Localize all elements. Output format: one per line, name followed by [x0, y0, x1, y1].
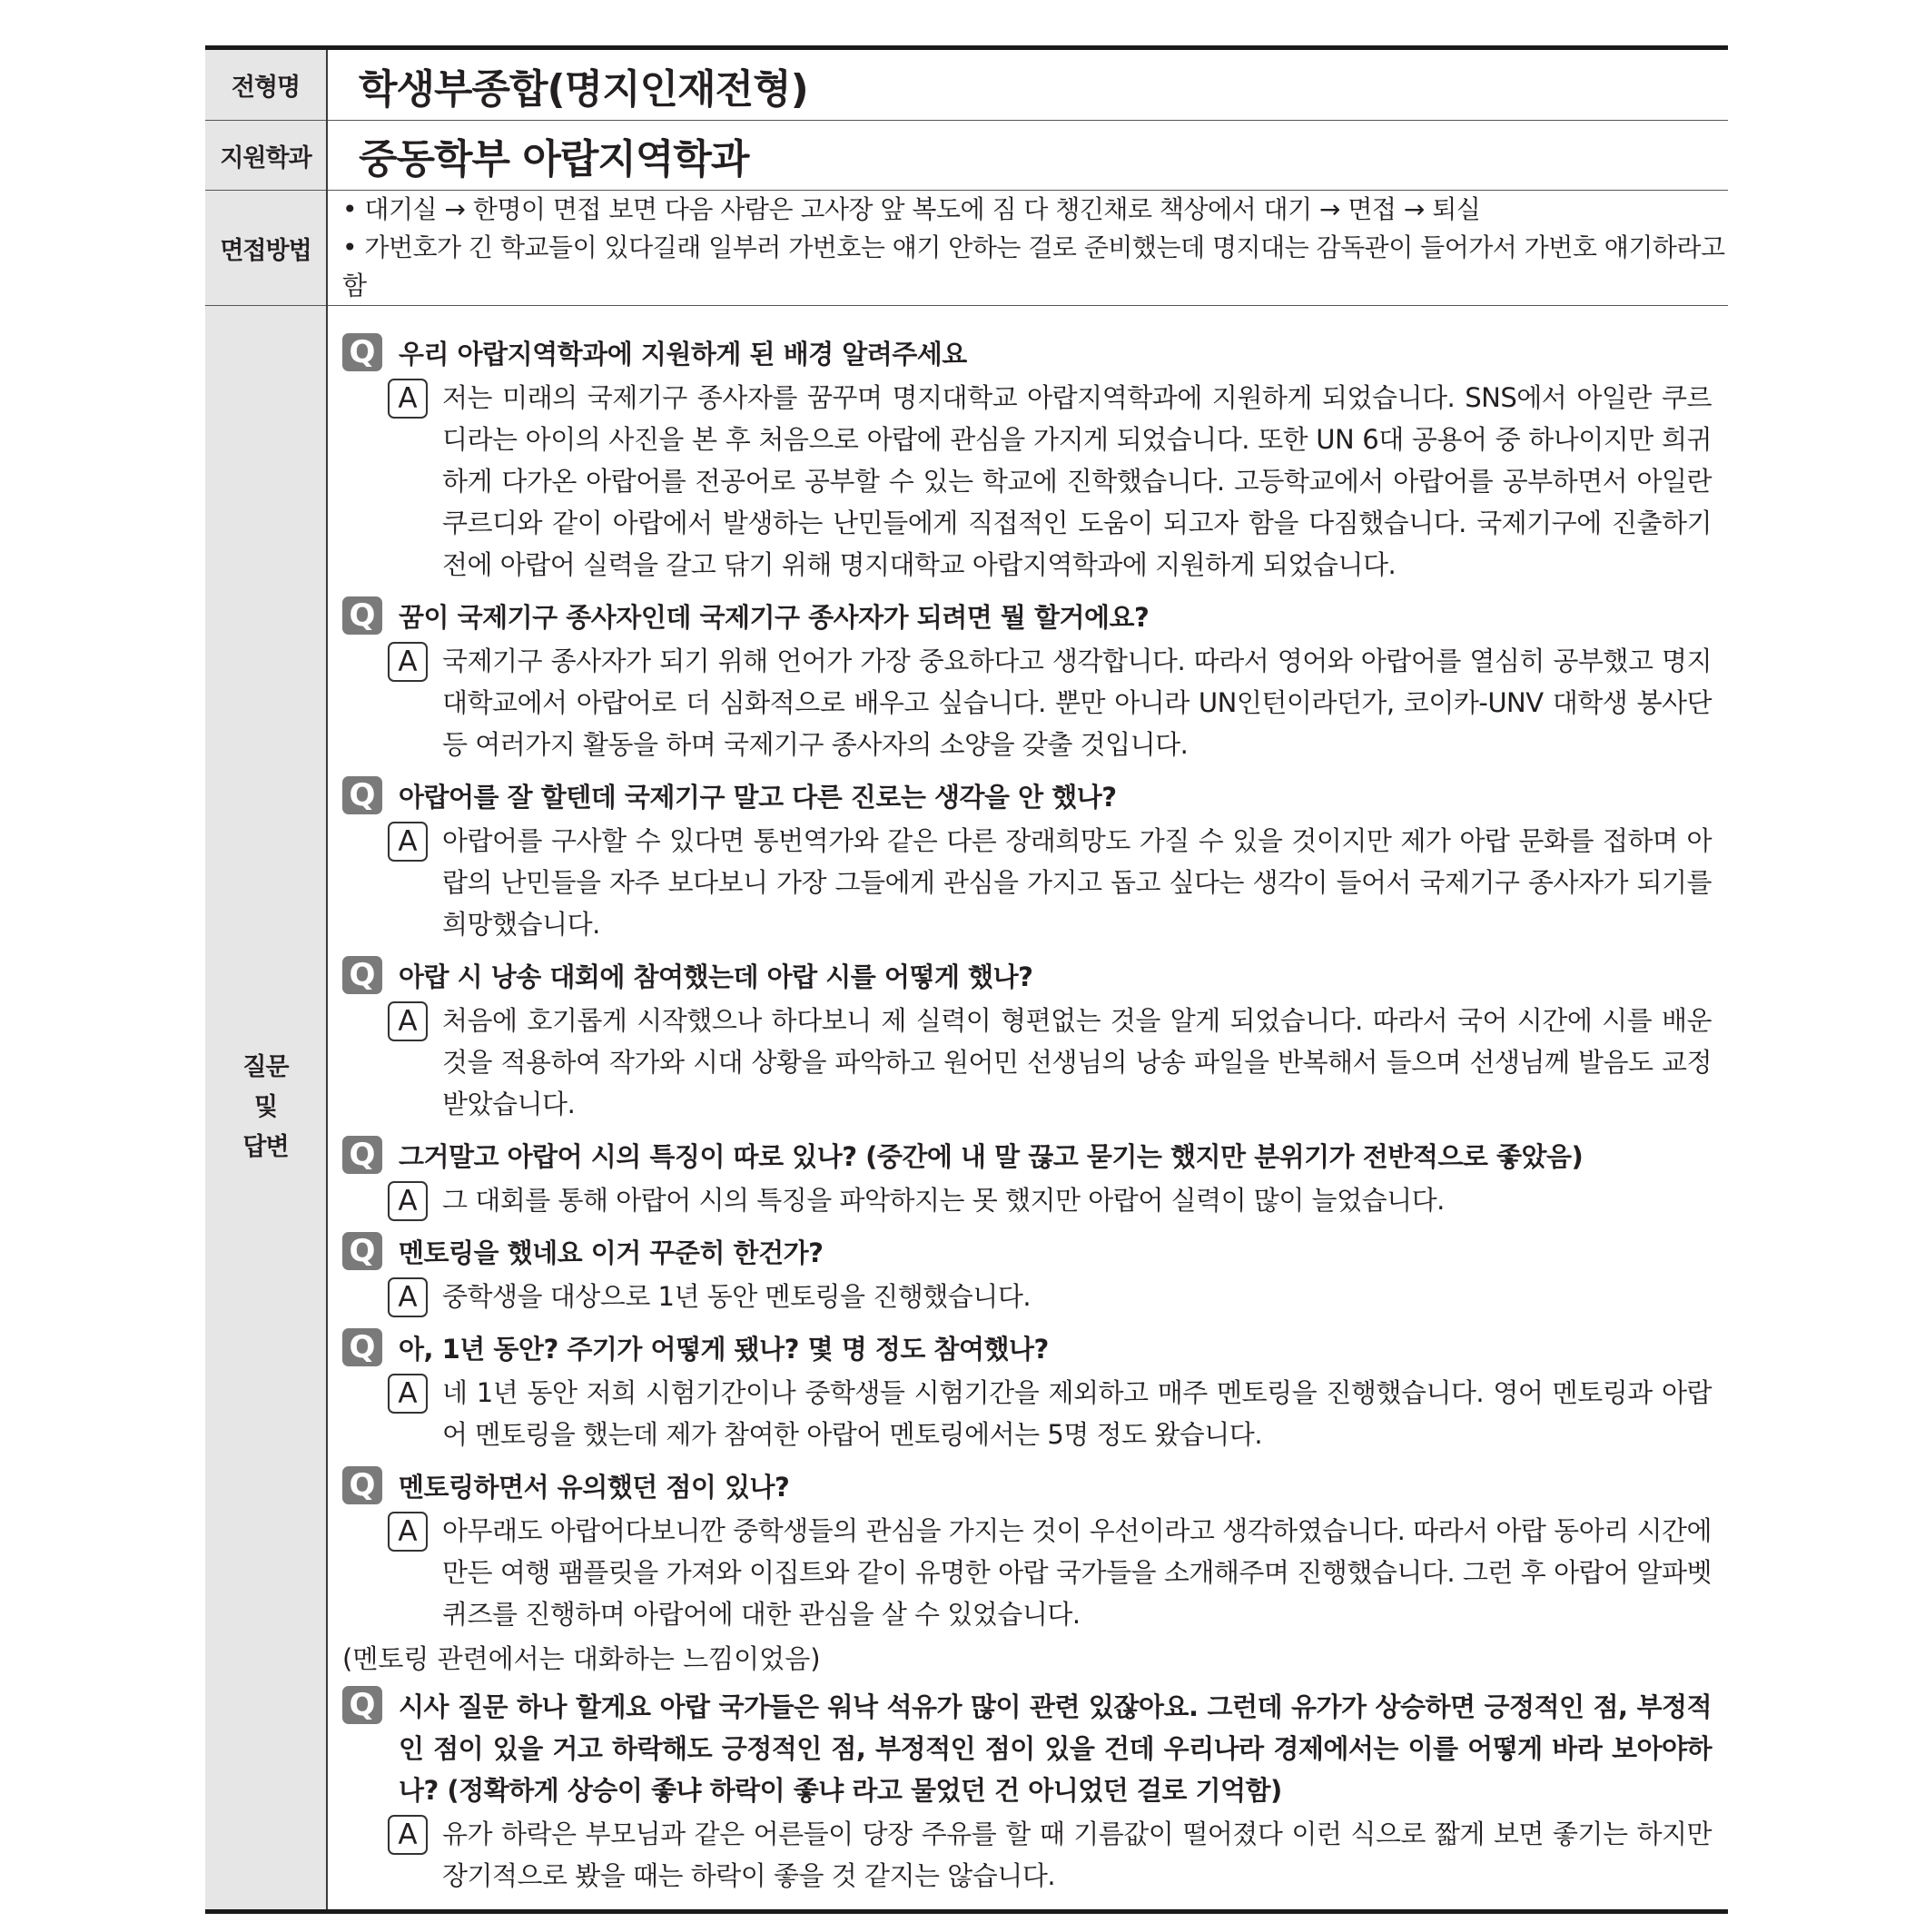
question-badge: Q — [342, 1686, 382, 1724]
method-content — [327, 191, 1728, 306]
question-item — [342, 1686, 1712, 1811]
answer-text: 그 대회를 통해 아랍어 시의 특징을 파악하지는 못 했지만 아랍어 실력이 많이 늘었습니다. — [442, 1185, 1445, 1216]
question-item — [342, 1136, 1712, 1178]
answer-badge: A — [388, 1181, 428, 1221]
qa-row — [205, 306, 1728, 1912]
question-text: 그거말고 아랍어 시의 특징이 따로 있나? (중간에 내 말 끊고 묻기는 했지만 분위기가 전반적으로 좋았음) — [399, 1141, 1584, 1172]
question-badge: Q — [342, 1466, 382, 1504]
answer-item — [388, 820, 1712, 949]
department-label: 지원학과 — [205, 121, 327, 191]
qa-label-line: 답변 — [242, 1133, 289, 1161]
answer-text: 중학생을 대상으로 1년 동안 멘토링을 진행했습니다. — [442, 1281, 1032, 1312]
answer-badge: A — [388, 379, 428, 419]
qa-label-line: 질문 — [242, 1053, 289, 1081]
answer-item — [388, 640, 1712, 769]
answer-item — [388, 1000, 1712, 1129]
answer-text: 아무래도 아랍어다보니깐 중학생들의 관심을 가지는 것이 우선이라고 생각하였습니다. 따라서 아랍 동아리 시간에 만든 여행 팸플릿을 가져와 이집트와 같이 유명한 아랍 국가들을 소개해주며 진행했습니다. 그런 후 아랍어 알파벳 퀴즈를 진행하며 아랍어에 대한 관심을 살 수 있었습니다. — [442, 1515, 1712, 1630]
answer-item — [388, 1276, 1712, 1321]
question-text: 멘토링하면서 유의했던 점이 있나? — [399, 1472, 790, 1503]
answer-badge: A — [388, 822, 428, 862]
answer-badge: A — [388, 1512, 428, 1552]
interview-note: (멘토링 관련에서는 대화하는 느낌이었음) — [342, 1643, 821, 1674]
answer-item — [388, 1813, 1712, 1900]
department-name: 중동학부 아랍지역학과 — [327, 121, 1728, 191]
program-label: 전형명 — [205, 48, 327, 121]
answer-text: 네 1년 동안 저희 시험기간이나 중학생들 시험기간을 제외하고 매주 멘토링을 진행했습니다. 영어 멘토링과 아랍어 멘토링을 했는데 제가 참여한 아랍어 멘토링에서는 5명 정도 왔습니다. — [442, 1377, 1712, 1450]
question-item — [342, 1466, 1712, 1508]
qa-content — [327, 306, 1728, 1912]
question-badge: Q — [342, 333, 382, 371]
program-name: 학생부종합(명지인재전형) — [327, 48, 1728, 121]
interview-sheet — [205, 45, 1728, 1914]
answer-text: 국제기구 종사자가 되기 위해 언어가 가장 중요하다고 생각합니다. 따라서 영어와 아랍어를 열심히 공부했고 명지대학교에서 아랍어로 더 심화적으로 배우고 싶습니다. 뿐만 아니라 UN인턴이라던가, 코이카-UNV 대학생 봉사단 등 여러가지 활동을 하며 국제기구 종사자의 소양을 갖출 것입니다. — [442, 646, 1712, 760]
question-badge: Q — [342, 1328, 382, 1366]
question-item — [342, 776, 1712, 818]
question-text: 아랍어를 잘 할텐데 국제기구 말고 다른 진로는 생각을 안 했나? — [399, 782, 1117, 813]
question-badge: Q — [342, 1136, 382, 1174]
method-line: • 대기실 → 한명이 면접 보면 다음 사람은 고사장 앞 복도에 짐 다 챙긴채로 책상에서 대기 → 면접 → 퇴실 — [342, 194, 1481, 224]
question-text: 아, 1년 동안? 주기가 어떻게 됐나? 몇 명 정도 참여했나? — [399, 1334, 1049, 1365]
answer-item — [388, 1510, 1712, 1639]
answer-item — [388, 1179, 1712, 1225]
answer-badge: A — [388, 1815, 428, 1855]
qa-label — [205, 306, 327, 1912]
answer-item — [388, 1372, 1712, 1459]
question-badge: Q — [342, 776, 382, 814]
question-badge: Q — [342, 596, 382, 635]
interview-table — [205, 45, 1728, 1914]
answer-text: 아랍어를 구사할 수 있다면 통번역가와 같은 다른 장래희망도 가질 수 있을 것이지만 제가 아랍 문화를 접하며 아랍의 난민들을 자주 보다보니 가장 그들에게 관심을 가지고 돕고 싶다는 생각이 들어서 국제기구 종사자가 되기를 희망했습니다. — [442, 825, 1712, 940]
question-item — [342, 1232, 1712, 1274]
question-text: 꿈이 국제기구 종사자인데 국제기구 종사자가 되려면 뭘 할거에요? — [399, 602, 1150, 633]
qa-label-line: 및 — [253, 1093, 278, 1121]
department-row — [205, 121, 1728, 191]
answer-text: 유가 하락은 부모님과 같은 어른들이 당장 주유를 할 때 기름값이 떨어졌다 이런 식으로 짧게 보면 좋기는 하지만 장기적으로 봤을 때는 하락이 좋을 것 같지는 않습니다. — [442, 1819, 1712, 1891]
program-row — [205, 48, 1728, 121]
method-line: • 가번호가 긴 학교들이 있다길래 일부러 가번호는 얘기 안하는 걸로 준비했는데 명지대는 감독관이 들어가서 가번호 얘기하라고 함 — [342, 232, 1725, 301]
method-label: 면접방법 — [205, 191, 327, 306]
answer-text: 저는 미래의 국제기구 종사자를 꿈꾸며 명지대학교 아랍지역학과에 지원하게 되었습니다. SNS에서 아일란 쿠르디라는 아이의 사진을 본 후 처음으로 아랍에 관심을 가지게 되었습니다. 또한 UN 6대 공용어 중 하나이지만 희귀하게 다가온 아랍어를 전공어로 공부할 수 있는 학교에 진학했습니다. 고등학교에서 아랍어를 공부하면서 아일란 쿠르디와 같이 아랍에서 발생하는 난민들에게 직접적인 도움이 되고자 함을 다짐했습니다. 국제기구에 진출하기 전에 아랍어 실력을 갈고 닦기 위해 명지대학교 아랍지역학과에 지원하게 되었습니다. — [442, 382, 1712, 580]
question-item — [342, 956, 1712, 998]
question-badge: Q — [342, 1232, 382, 1270]
answer-badge: A — [388, 642, 428, 682]
question-text: 아랍 시 낭송 대회에 참여했는데 아랍 시를 어떻게 했나? — [399, 961, 1033, 992]
question-text: 우리 아랍지역학과에 지원하게 된 배경 알려주세요 — [399, 339, 967, 370]
answer-badge: A — [388, 1277, 428, 1317]
question-item — [342, 596, 1712, 638]
question-item — [342, 1328, 1712, 1370]
question-badge: Q — [342, 956, 382, 994]
answer-badge: A — [388, 1001, 428, 1041]
answer-item — [388, 377, 1712, 589]
question-text: 시사 질문 하나 할게요 아랍 국가들은 워낙 석유가 많이 관련 있잖아요. 그런데 유가가 상승하면 긍정적인 점, 부정적인 점이 있을 거고 하락해도 긍정적인 점, 부정적인 점이 있을 건데 우리나라 경제에서는 이를 어떻게 바라 보아야하나? (정확하게 상승이 좋냐 하락이 좋냐 라고 물었던 건 아니었던 걸로 기억함) — [399, 1691, 1712, 1806]
answer-text: 처음에 호기롭게 시작했으나 하다보니 제 실력이 형편없는 것을 알게 되었습니다. 따라서 국어 시간에 시를 배운 것을 적용하여 작가와 시대 상황을 파악하고 원어민 선생님의 낭송 파일을 반복해서 들으며 선생님께 발음도 교정 받았습니다. — [442, 1005, 1712, 1119]
question-item — [342, 333, 1712, 375]
question-text: 멘토링을 했네요 이거 꾸준히 한건가? — [399, 1237, 824, 1268]
answer-badge: A — [388, 1374, 428, 1414]
method-row — [205, 191, 1728, 306]
